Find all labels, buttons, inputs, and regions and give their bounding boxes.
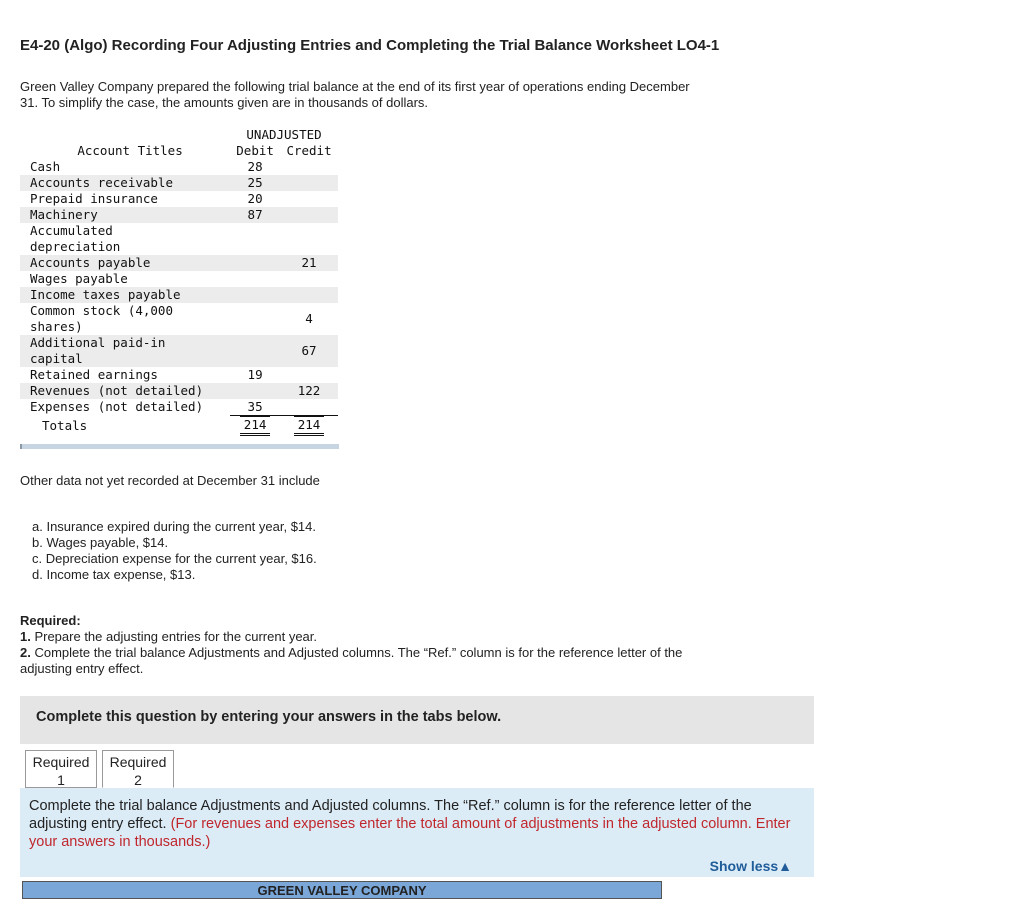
account-title-line: Retained earnings xyxy=(30,367,158,382)
required-1-text: Prepare the adjusting entries for the current year. xyxy=(30,629,318,644)
trial-balance-row xyxy=(20,303,338,335)
tab-required-2-line2: 2 xyxy=(134,772,142,788)
credit-amount xyxy=(280,159,338,175)
other-data-list xyxy=(32,519,317,583)
credit-amount xyxy=(280,223,338,255)
account-title xyxy=(20,255,230,271)
tab-required-1-line2: 1 xyxy=(57,772,65,788)
intro-line-2: 31. To simplify the case, the amounts given are in thousands of dollars. xyxy=(20,95,429,110)
trial-balance-row xyxy=(20,223,338,255)
problem-title: E4-20 (Algo) Recording Four Adjusting Entries and Completing the Trial Balance Worksheet LO4-1 xyxy=(20,37,720,54)
totals-row xyxy=(20,416,338,437)
account-title-line: Prepaid insurance xyxy=(30,191,158,206)
account-title-line: Expenses (not detailed) xyxy=(30,399,204,415)
required-item-1 xyxy=(20,629,682,645)
other-data-item-d: d. Income tax expense, $13. xyxy=(32,567,196,582)
trial-balance-row xyxy=(20,175,338,191)
account-title xyxy=(20,303,230,335)
credit-amount xyxy=(280,207,338,223)
debit-amount xyxy=(230,271,280,287)
account-title-line: Accounts receivable xyxy=(30,175,173,190)
account-title xyxy=(20,383,230,399)
account-title-line: capital xyxy=(30,351,83,366)
account-title xyxy=(20,335,230,367)
tab-required-2[interactable] xyxy=(102,750,174,788)
account-title-line: Accounts payable xyxy=(30,255,151,270)
credit-amount xyxy=(280,191,338,207)
debit-amount: 35 xyxy=(230,399,280,416)
other-data-heading: Other data not yet recorded at December 31 include xyxy=(20,473,320,488)
trial-balance-row xyxy=(20,287,338,303)
account-title xyxy=(20,223,230,255)
account-title xyxy=(20,287,230,303)
required-2-number: 2. xyxy=(20,645,31,660)
debit-amount xyxy=(230,255,280,271)
account-title-line: Machinery xyxy=(30,207,98,222)
debit-amount: 87 xyxy=(247,207,263,222)
instruction-note: (For revenues and expenses enter the total amount of adjustments in the adjusted column. Enter your answers in thousands.) xyxy=(29,816,791,850)
instruction-panel xyxy=(20,788,814,877)
tab-required-2-line1: Required xyxy=(109,754,167,770)
other-data-item-c: c. Depreciation expense for the current year, $16. xyxy=(32,551,317,566)
account-title-line: depreciation xyxy=(30,239,121,254)
debit-header: Debit xyxy=(236,143,274,158)
total-credit: 214 xyxy=(294,416,325,436)
debit-amount xyxy=(230,287,280,303)
trial-balance-row xyxy=(20,335,338,367)
trial-balance-row xyxy=(20,383,338,399)
account-title xyxy=(20,399,230,416)
debit-amount: 19 xyxy=(247,367,263,382)
account-title-line: Accumulated xyxy=(30,223,113,238)
credit-amount: 21 xyxy=(301,255,317,270)
table-scroll-rule xyxy=(20,444,339,449)
debit-amount: 20 xyxy=(247,191,263,206)
credit-amount: 122 xyxy=(297,383,321,398)
trial-balance-row xyxy=(20,207,338,223)
account-title-line: shares) xyxy=(30,319,83,334)
trial-balance-row xyxy=(20,399,338,416)
account-title-line: Additional paid-in xyxy=(30,335,166,350)
credit-amount xyxy=(280,367,338,383)
account-title xyxy=(20,159,230,175)
account-title xyxy=(20,191,230,207)
account-title xyxy=(20,271,230,287)
unadjusted-header: UNADJUSTED xyxy=(246,127,322,142)
trial-balance-row xyxy=(20,271,338,287)
trial-balance-row xyxy=(20,191,338,207)
account-title-line: Cash xyxy=(30,159,61,174)
debit-amount xyxy=(230,223,280,255)
required-1-number: 1. xyxy=(20,629,31,644)
total-debit: 214 xyxy=(240,416,271,436)
account-title-line: Wages payable xyxy=(30,271,128,286)
required-2-text: Complete the trial balance Adjustments and Adjusted columns. The “Ref.” column is for the reference letter of the xyxy=(30,645,683,660)
tabs-prompt: Complete this question by entering your answers in the tabs below. xyxy=(36,709,502,725)
account-title xyxy=(20,175,230,191)
tabs-prompt-banner xyxy=(20,696,814,744)
debit-amount: 25 xyxy=(247,175,263,190)
required-section xyxy=(20,613,682,677)
required-item-2 xyxy=(20,645,682,661)
instruction-main: Complete the trial balance Adjustments and Adjusted columns. The “Ref.” column is for the reference letter of the adjusting entry effect. xyxy=(29,798,752,832)
account-title-line: Common stock (4,000 xyxy=(30,303,173,318)
required-item-2-continued: adjusting entry effect. xyxy=(20,661,144,676)
show-less-link[interactable]: Show less▲ xyxy=(709,858,792,874)
debit-amount xyxy=(230,303,280,335)
instruction-text xyxy=(29,797,809,851)
credit-amount xyxy=(280,271,338,287)
trial-balance-row xyxy=(20,255,338,271)
credit-amount xyxy=(280,175,338,191)
trial-balance-row xyxy=(20,159,338,175)
other-data-item-b: b. Wages payable, $14. xyxy=(32,535,169,550)
account-titles-header: Account Titles xyxy=(77,143,183,158)
account-title xyxy=(20,367,230,383)
credit-amount xyxy=(280,287,338,303)
debit-amount: 28 xyxy=(247,159,263,174)
required-heading: Required: xyxy=(20,613,81,628)
credit-amount: 4 xyxy=(305,311,313,326)
tab-required-1[interactable] xyxy=(25,750,97,788)
account-title-line: Revenues (not detailed) xyxy=(30,383,204,398)
account-title-line: Income taxes payable xyxy=(30,287,181,302)
other-data-item-a: a. Insurance expired during the current year, $14. xyxy=(32,519,317,534)
debit-amount xyxy=(230,335,280,367)
trial-balance-row xyxy=(20,367,338,383)
account-title xyxy=(20,207,230,223)
credit-amount: 67 xyxy=(301,343,317,358)
credit-amount xyxy=(280,399,338,416)
credit-header: Credit xyxy=(286,143,332,158)
totals-label: Totals xyxy=(42,417,88,433)
tab-required-1-line1: Required xyxy=(32,754,90,770)
unadjusted-trial-balance xyxy=(20,127,338,436)
intro-text xyxy=(20,79,690,111)
debit-amount xyxy=(230,383,280,399)
worksheet-company-header: GREEN VALLEY COMPANY xyxy=(22,881,662,899)
intro-line-1: Green Valley Company prepared the following trial balance at the end of its first year of operations ending December xyxy=(20,79,690,94)
